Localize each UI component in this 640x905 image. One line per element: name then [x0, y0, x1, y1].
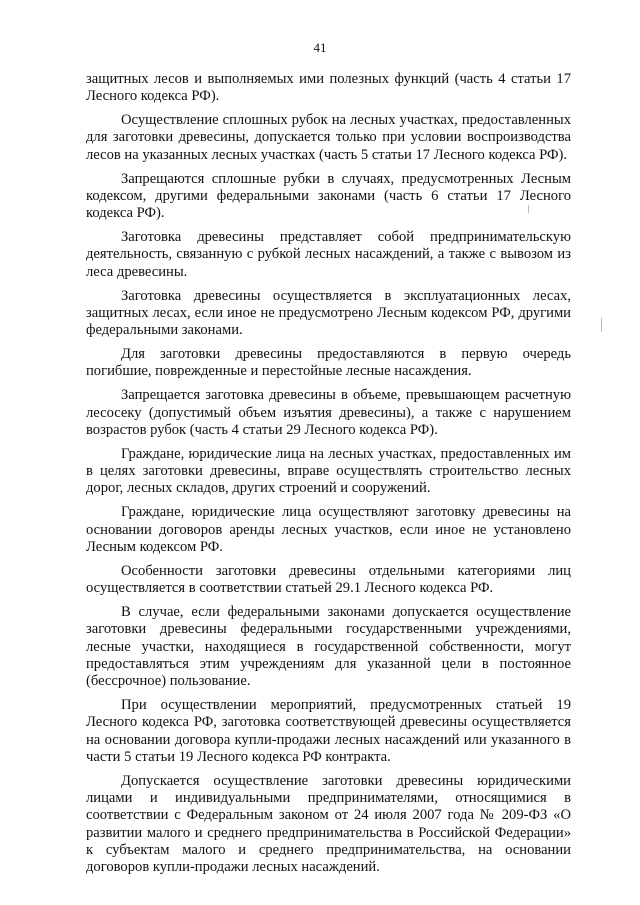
paragraph-9: Граждане, юридические лица осуществляют заготовку древесины на основании договоров аренды лесных участков, если иное не установлено Лесным кодексом РФ. [86, 504, 571, 555]
scan-margin-mark [528, 205, 529, 213]
paragraph-12: При осуществлении мероприятий, предусмотренных статьей 19 Лесного кодекса РФ, заготовка соответствующей древесины осуществляется на основании договора купли-продажи лесных насаждений или указанного в части 5 статьи 19 Лесного кодекса РФ контракта. [86, 697, 571, 765]
paragraph-8: Граждане, юридические лица на лесных участках, предоставленных им в целях заготовки древесины, вправе осуществлять строительство лесных дорог, лесных складов, других строений и сооружений. [86, 445, 571, 497]
document-body [86, 71, 571, 883]
paragraph-6: Для заготовки древесины предоставляются в первую очередь погибшие, поврежденные и перестойные лесные насаждения. [86, 346, 571, 380]
page-number: 41 [313, 40, 327, 55]
paragraph-5: Заготовка древесины осуществляется в эксплуатационных лесах, защитных лесах, если иное не предусмотрено Лесным кодексом РФ, другими федеральными законами. [86, 287, 571, 339]
paragraph-7: Запрещается заготовка древесины в объеме, превышающем расчетную лесосеку (допустимый объем изъятия древесины), а также с нарушением возрастов рубок (часть 4 статьи 29 Лесного кодекса РФ). [86, 387, 571, 438]
paragraph-10: Особенности заготовки древесины отдельными категориями лиц осуществляется в соответствии статьей 29.1 Лесного кодекса РФ. [86, 562, 571, 597]
paragraph-11: В случае, если федеральными законами допускается осуществление заготовки древесины федеральными государственными учреждениями, лесные участки, находящиеся в государственной собственности, могут предоставляться этим учреждениям для указанной цели в постоянное (бессрочное) пользование. [86, 603, 571, 690]
paragraph-4: Заготовка древесины представляет собой предпринимательскую деятельность, связанную с рубкой лесных насаждений, а также с вывозом из леса древесины. [86, 229, 571, 280]
paragraph-1: защитных лесов и выполняемых ими полезных функций (часть 4 статьи 17 Лесного кодекса РФ). [86, 71, 571, 105]
scan-margin-mark [601, 318, 602, 332]
paragraph-3: Запрещаются сплошные рубки в случаях, предусмотренных Лесным кодексом, другими федеральными законами (часть 6 статьи 17 Лесного кодекса РФ). [86, 170, 571, 222]
paragraph-13: Допускается осуществление заготовки древесины юридическими лицами и индивидуальными предпринимателями, относящимися в соответствии с Федеральным законом от 24 июля 2007 года № 209-ФЗ «О развитии малого и среднего предпринимательства в Российской Федерации» к субъектам малого и среднего предпринимательства, на основании договоров купли-продажи лесных насаждений. [86, 772, 571, 876]
paragraph-2: Осуществление сплошных рубок на лесных участках, предоставленных для заготовки древесины, допускается только при условии воспроизводства лесов на указанных лесных участках (часть 5 статьи 17 Лесного кодекса РФ). [86, 112, 571, 163]
